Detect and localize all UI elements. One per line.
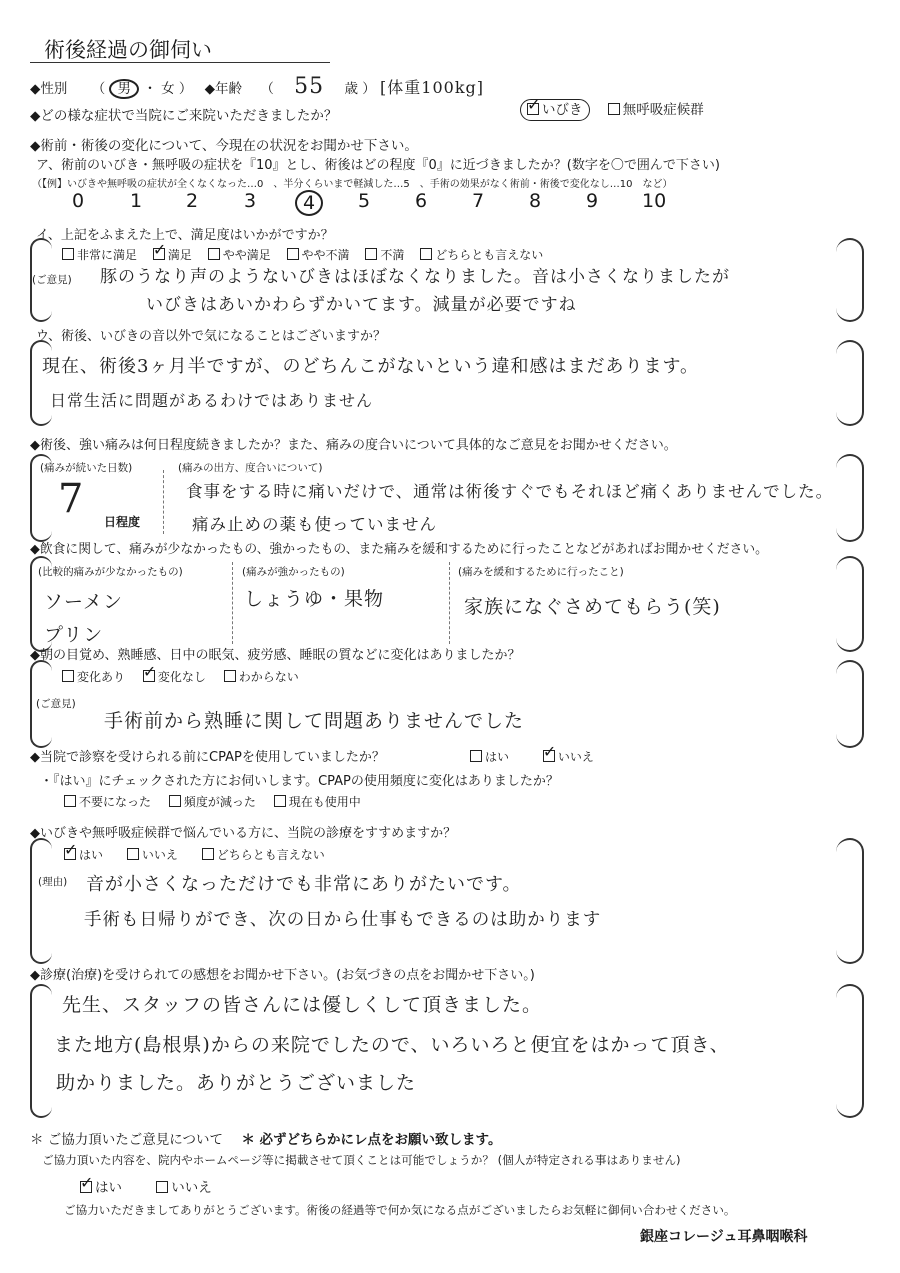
- publish-yes-checkbox[interactable]: [80, 1181, 92, 1193]
- recommend-reason-line2[interactable]: 手術も日帰りができ、次の日から仕事もできるのは助かります: [84, 910, 602, 930]
- impression-box-right: [836, 984, 864, 1118]
- sleep-unknown-checkbox[interactable]: [224, 670, 236, 682]
- sex-close: ）: [178, 81, 193, 97]
- sex-separator: ・: [143, 81, 157, 97]
- cpap-no-checkbox[interactable]: [543, 750, 555, 762]
- food-box-right: [836, 556, 864, 652]
- food-relief-label: (痛みを緩和するために行ったこと): [458, 566, 624, 578]
- sat-satisfied-label: 満足: [167, 248, 192, 262]
- q2-example: （【例】いびきや無呼吸の症状が全くなくなった…0 、半分くらいまで軽減した…5 、手術の効果がなく術前・術後で変化なし…10 など）: [32, 179, 673, 190]
- recommend-reason-line1[interactable]: 音が小さくなっただけでも非常にありがたいです。: [86, 874, 522, 895]
- footer-publish-question: ご協力頂いた内容を、院内やホームページ等に掲載させて頂くことは可能でしょうか？ (個人が特定される事はありません): [42, 1153, 681, 1167]
- pain-days-label: (痛みが続いた日数): [40, 462, 133, 474]
- footer-check-request: ＊ 必ずどちらかにレ点をお願い致します。: [241, 1132, 502, 1148]
- other-concern-line2[interactable]: 日常生活に問題があるわけではありません: [50, 391, 374, 410]
- sat-satisfied-checkbox[interactable]: [153, 248, 165, 260]
- publish-options: [80, 1176, 212, 1196]
- sex-male-selected[interactable]: 男: [109, 79, 139, 99]
- sleep-opinion-line1[interactable]: 手術前から熟睡に関して問題ありませんでした: [104, 710, 525, 732]
- age-open: （: [260, 81, 274, 97]
- cpap-unnecessary-label: 不要になった: [79, 795, 152, 809]
- cpap-still-using-label: 現在も使用中: [288, 795, 361, 809]
- scale-6[interactable]: 6: [415, 190, 428, 212]
- sleep-no-change-checkbox[interactable]: [143, 670, 155, 682]
- food-divider-2: [449, 562, 450, 644]
- food-less-line1[interactable]: ソーメン: [44, 591, 124, 613]
- recommend-no-label: いいえ: [141, 848, 178, 862]
- scale-4-selected[interactable]: 4: [295, 190, 323, 216]
- sat-somewhat-satisfied-checkbox[interactable]: [208, 248, 220, 260]
- q7-question: ◆いびきや無呼吸症候群で悩んでいる方に、当院の診療をすすめますか？: [30, 826, 457, 841]
- publish-no-label: いいえ: [171, 1180, 212, 1196]
- pain-degree-label: (痛みの出方、度合いについて): [178, 462, 323, 474]
- pain-days-unit: 日程度: [104, 515, 141, 529]
- recommend-neither[interactable]: [202, 848, 325, 862]
- sat-somewhat-dissatisfied[interactable]: [287, 248, 350, 262]
- cpap-yes-label: はい: [485, 750, 510, 764]
- cpap-reduced[interactable]: [169, 795, 256, 809]
- publish-no-checkbox[interactable]: [156, 1181, 168, 1193]
- scale-5[interactable]: 5: [358, 190, 371, 212]
- recommend-no[interactable]: [127, 848, 178, 862]
- q6-subquestion: ・『はい』にチェックされた方にお伺いします。CPAPの使用頻度に変化はありましたか？: [40, 774, 559, 789]
- q1-options: [520, 98, 704, 118]
- cpap-unnecessary[interactable]: [64, 795, 151, 809]
- q2-sub-a: ア、術前のいびき・無呼吸の症状を『10』とし、術後はどの程度『0』に近づきましたか？(数字を〇で囲んで下さい): [36, 158, 720, 173]
- footer-thanks: ご協力いただきましてありがとうございます。術後の経過等で何か気になる点がございましたらお気軽に御伺い合わせください。: [64, 1203, 736, 1217]
- food-less-line2[interactable]: プリン: [44, 624, 104, 646]
- scale-8[interactable]: 8: [529, 190, 542, 212]
- publish-no[interactable]: [156, 1180, 212, 1196]
- weight-note: [体重100kg]: [380, 78, 485, 97]
- sex-female[interactable]: 女: [161, 81, 175, 97]
- age-value[interactable]: 55: [294, 74, 325, 99]
- sex-age-row: [30, 74, 484, 99]
- footer-consent-note: ＊ ご協力頂いたご意見について: [30, 1132, 224, 1148]
- scale-7[interactable]: 7: [472, 190, 485, 212]
- satisfaction-opinion-line1[interactable]: 豚のうなり声のようないびきはほぼなくなりました。音は小さくなりましたが: [100, 267, 730, 287]
- sleep-no-change[interactable]: [143, 670, 206, 684]
- impression-box-left: [30, 984, 52, 1118]
- scale-2[interactable]: 2: [186, 190, 199, 212]
- sat-neither-checkbox[interactable]: [420, 248, 432, 260]
- recommend-box-left: [30, 838, 52, 964]
- pain-box-divider: [163, 470, 164, 534]
- sex-label: ◆性別: [30, 81, 68, 97]
- q1-apnea-label: 無呼吸症候群: [622, 102, 704, 118]
- sat-dissatisfied[interactable]: [365, 248, 404, 262]
- q1-snoring-option[interactable]: [520, 99, 590, 121]
- cpap-no-label: いいえ: [557, 750, 594, 764]
- food-strong-label: (痛みが強かったもの): [242, 566, 345, 578]
- cpap-yes-checkbox[interactable]: [470, 750, 482, 762]
- cpap-still-using-checkbox[interactable]: [274, 795, 286, 807]
- sleep-options: [62, 668, 299, 685]
- food-strong-line1[interactable]: しょうゆ・果物: [244, 588, 385, 610]
- cpap-no[interactable]: [543, 750, 594, 764]
- footer-line1: [30, 1128, 501, 1148]
- sat-somewhat-satisfied-label: やや満足: [222, 248, 271, 262]
- recommend-yes-label: はい: [79, 848, 104, 862]
- impression-line3[interactable]: 助かりました。ありがとうございました: [56, 1072, 417, 1094]
- q1-question: ◆どの様な症状で当院にご来院いただきましたか？: [30, 108, 338, 124]
- pain-degree-line1[interactable]: 食事をする時に痛いだけで、通常は術後すぐでもそれほど痛くありませんでした。: [186, 482, 834, 501]
- sat-very-satisfied-label: 非常に満足: [77, 248, 138, 262]
- food-relief-line1[interactable]: 家族になぐさめてもらう(笑): [464, 596, 721, 618]
- q2-sub-i: イ、上記をふまえた上で、満足度はいかがですか？: [36, 228, 334, 243]
- sat-neither-label: どちらとも言えない: [435, 248, 544, 262]
- sat-somewhat-satisfied[interactable]: [208, 248, 271, 262]
- sleep-changed[interactable]: [62, 670, 125, 684]
- q1-snoring-checkbox[interactable]: [527, 103, 539, 115]
- recommend-options: [64, 846, 325, 863]
- q3-question: ◆術後、強い痛みは何日程度続きましたか？また、痛みの度合いについて具体的なご意見をお聞かせください。: [30, 438, 677, 453]
- satisfaction-box-right: [836, 238, 864, 322]
- cpap-yes[interactable]: [470, 750, 509, 764]
- q4-question: ◆飲食に関して、痛みが少なかったもの、強かったもの、また痛みを緩和するために行ったことなどがあればお聞かせください。: [30, 542, 768, 557]
- other-concern-box-right: [836, 340, 864, 426]
- publish-yes-label: はい: [95, 1180, 122, 1196]
- satisfaction-options: [62, 246, 543, 263]
- q6-question: ◆当院で診察を受けられる前にCPAPを使用していましたか？: [30, 750, 385, 765]
- page-title: 術後経過の御伺い: [44, 38, 212, 62]
- recommend-reason-label: (理由): [38, 876, 68, 888]
- sat-somewhat-dissatisfied-checkbox[interactable]: [287, 248, 299, 260]
- recommend-neither-label: どちらとも言えない: [216, 848, 325, 862]
- scale-3[interactable]: 3: [244, 190, 257, 212]
- other-concern-line1[interactable]: 現在、術後3ヶ月半ですが、のどちんこがないという違和感はまだあります。: [42, 356, 700, 377]
- pain-degree-line2[interactable]: 痛み止めの薬も使っていません: [192, 515, 437, 534]
- q1-apnea-checkbox[interactable]: [608, 103, 620, 115]
- recommend-neither-checkbox[interactable]: [202, 848, 214, 860]
- sleep-box-right: [836, 660, 864, 748]
- cpap-reduced-checkbox[interactable]: [169, 795, 181, 807]
- sat-very-satisfied[interactable]: [62, 248, 137, 262]
- scale-10[interactable]: 10: [642, 190, 667, 212]
- sleep-changed-label: 変化あり: [77, 670, 126, 684]
- sat-neither[interactable]: [420, 248, 543, 262]
- recommend-yes[interactable]: [64, 848, 103, 862]
- sex-open: （: [91, 81, 106, 97]
- age-unit: 歳: [344, 81, 358, 97]
- scale-1[interactable]: 1: [130, 190, 143, 212]
- q2-question: ◆術前・術後の変化について、今現在の状況をお聞かせ下さい。: [30, 138, 418, 154]
- satisfaction-opinion-label: (ご意見): [32, 274, 72, 286]
- q5-question: ◆朝の目覚め、熟睡感、日中の眠気、疲労感、睡眠の質などに変化はありましたか？: [30, 648, 521, 663]
- cpap-unnecessary-checkbox[interactable]: [64, 795, 76, 807]
- sleep-no-change-label: 変化なし: [157, 670, 206, 684]
- sat-very-satisfied-checkbox[interactable]: [62, 248, 74, 260]
- recommend-box-right: [836, 838, 864, 964]
- impression-line2[interactable]: また地方(島根県)からの来院でしたので、いろいろと便宜をはかって頂き、: [54, 1034, 730, 1056]
- age-label: ◆年齢: [204, 81, 243, 97]
- q1-apnea-option[interactable]: [608, 102, 704, 118]
- sat-satisfied[interactable]: [153, 248, 192, 262]
- satisfaction-opinion-line2[interactable]: いびきはあいかわらずかいてます。減量が必要ですね: [146, 295, 577, 315]
- q1-snoring-label: いびき: [542, 102, 583, 118]
- clinic-name: 銀座コレージュ耳鼻咽喉科: [640, 1229, 808, 1245]
- cpap-reduced-label: 頻度が減った: [183, 795, 256, 809]
- sleep-opinion-label: (ご意見): [36, 698, 76, 710]
- sat-dissatisfied-label: 不満: [380, 248, 405, 262]
- pain-box-right: [836, 454, 864, 542]
- q2-sub-u: ウ、術後、いびきの音以外で気になることはございますか？: [36, 329, 386, 344]
- cpap-sub-options: [64, 793, 361, 810]
- publish-yes[interactable]: [80, 1180, 122, 1196]
- recommend-no-checkbox[interactable]: [127, 848, 139, 860]
- sleep-unknown[interactable]: [224, 670, 299, 684]
- title-underline: [30, 62, 330, 63]
- sat-dissatisfied-checkbox[interactable]: [365, 248, 377, 260]
- sleep-changed-checkbox[interactable]: [62, 670, 74, 682]
- recommend-yes-checkbox[interactable]: [64, 848, 76, 860]
- scale-9[interactable]: 9: [586, 190, 599, 212]
- impression-line1[interactable]: 先生、スタッフの皆さんには優しくして頂きました。: [62, 994, 543, 1016]
- q8-question: ◆診療(治療)を受けられての感想をお聞かせ下さい。(お気づきの点をお聞かせ下さい。): [30, 968, 535, 983]
- cpap-still-using[interactable]: [274, 795, 361, 809]
- food-divider-1: [232, 562, 233, 644]
- sleep-unknown-label: わからない: [238, 670, 299, 684]
- food-less-label: (比較的痛みが少なかったもの): [38, 566, 183, 578]
- cpap-options: [470, 748, 594, 765]
- sat-somewhat-dissatisfied-label: やや不満: [301, 248, 350, 262]
- age-close: ）: [362, 81, 376, 97]
- pain-days-value[interactable]: 7: [58, 476, 85, 522]
- scale-0[interactable]: 0: [72, 190, 85, 212]
